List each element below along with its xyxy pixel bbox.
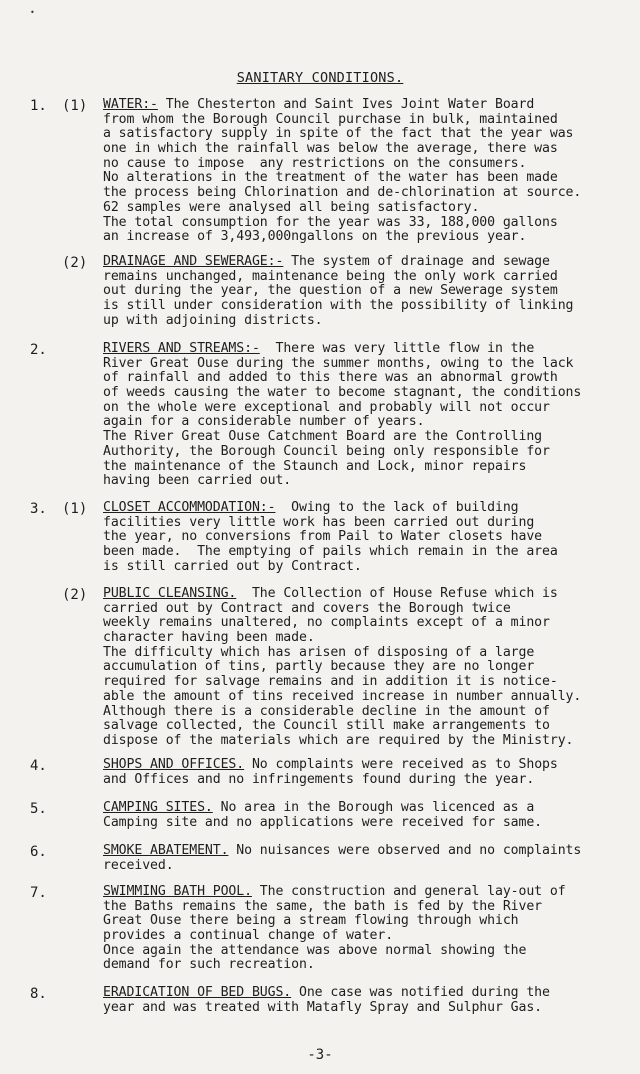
- text-line: carried out by Contract and covers the Borough twice: [103, 600, 511, 616]
- subsection-number: (2): [62, 255, 88, 271]
- text-line: Once again the attendance was above normal showing the: [103, 942, 527, 958]
- text-line: [103, 501, 628, 516]
- text-line: and Offices and no infringements found during the year.: [103, 771, 535, 787]
- text-line: demand for such recreation.: [103, 957, 315, 973]
- section-text: No nuisances were observed and no complaints: [228, 843, 582, 858]
- text-line: a satisfactory supply in spite of the fact that the year was: [103, 126, 574, 142]
- text-line: the maintenance of the Staunch and Lock, minor repairs: [103, 458, 527, 474]
- text-line: been made. The emptying of pails which remain in the area: [103, 544, 558, 560]
- section-body: [103, 844, 628, 873]
- page-title: SANITARY CONDITIONS.: [236, 70, 404, 86]
- text-line: Although there is a considerable decline in the amount of: [103, 703, 550, 719]
- section-text: No area in the Borough was licenced as a: [212, 800, 535, 815]
- section-body: [103, 98, 628, 245]
- section-heading: DRAINAGE AND SEWERAGE:-: [103, 254, 284, 269]
- subsection-number: (1): [62, 98, 88, 114]
- text-line: [103, 885, 628, 900]
- text-line: the process being Chlorination and de-chlorination at source.: [103, 185, 582, 201]
- section-number: 5.: [30, 801, 47, 817]
- text-line: no cause to impose any restrictions on the consumers.: [103, 155, 527, 171]
- subsection-number: (2): [62, 587, 88, 603]
- text-line: accumulation of tins, partly because they are no longer: [103, 659, 535, 675]
- text-line: is still under consideration with the possibility of linking: [103, 298, 574, 314]
- text-line: dispose of the materials which are required by the Ministry.: [103, 732, 574, 748]
- section-body: [103, 801, 628, 830]
- section-body: [103, 986, 628, 1015]
- text-line: [103, 986, 628, 1001]
- section-body: [103, 587, 628, 749]
- text-line: having been carried out.: [103, 473, 292, 489]
- section-number: 7.: [30, 885, 47, 901]
- section-body: [103, 758, 628, 787]
- section-body: [103, 885, 628, 973]
- section-heading: RIVERS AND STREAMS:-: [103, 341, 260, 356]
- text-line: of weeds causing the water to become stagnant, the conditions: [103, 385, 582, 401]
- text-line: Great Ouse there being a stream flowing through which: [103, 913, 519, 929]
- section-number: 3.: [30, 501, 47, 517]
- text-line: up with adjoining districts.: [103, 312, 323, 328]
- text-line: [103, 758, 628, 773]
- section-text: The Collection of House Refuse which is: [236, 586, 558, 601]
- text-line: year and was treated with Matafly Spray and Sulphur Gas.: [103, 999, 543, 1015]
- text-line: [103, 98, 628, 113]
- text-line: required for salvage remains and in addition it is notice-: [103, 674, 558, 690]
- section-text: There was very little flow in the: [259, 341, 535, 356]
- section-body: [103, 255, 628, 328]
- text-line: from whom the Borough Council purchase in bulk, maintained: [103, 111, 558, 127]
- section-heading: SWIMMING BATH POOL.: [103, 884, 252, 899]
- corner-mark: •: [30, 8, 35, 17]
- subsection-number: (1): [62, 501, 88, 517]
- text-line: the year, no conversions from Pail to Water closets have: [103, 529, 543, 545]
- section-body: [103, 501, 628, 574]
- text-line: is still carried out by Contract.: [103, 558, 362, 574]
- text-line: remains unchanged, maintenance being the only work carried: [103, 268, 558, 284]
- section-body: [103, 342, 628, 489]
- section-heading: PUBLIC CLEANSING.: [103, 586, 237, 601]
- text-line: character having been made.: [103, 630, 315, 646]
- text-line: an increase of 3,493,000ngallons on the previous year.: [103, 229, 527, 245]
- text-line: The difficulty which has arisen of disposing of a large: [103, 644, 535, 660]
- section-number: 2.: [30, 342, 47, 358]
- text-line: [103, 844, 628, 859]
- section-number: 8.: [30, 986, 47, 1002]
- section-text: Owing to the lack of building: [275, 500, 519, 515]
- section-heading: CAMPING SITES.: [103, 800, 213, 815]
- section-text: The Chesterton and Saint Ives Joint Water Board: [157, 97, 535, 112]
- text-line: [103, 342, 628, 357]
- text-line: The River Great Ouse Catchment Board are the Controlling: [103, 429, 543, 445]
- section-number: 1.: [30, 98, 47, 114]
- text-line: weekly remains unaltered, no complaints except of a minor: [103, 615, 550, 631]
- section-text: No complaints were received as to Shops: [244, 757, 558, 772]
- text-line: one in which the rainfall was below the average, there was: [103, 141, 558, 157]
- text-line: of rainfall and added to this there was an abnormal growth: [103, 370, 558, 386]
- section-number: 4.: [30, 758, 47, 774]
- text-line: out during the year, the question of a new Sewerage system: [103, 283, 558, 299]
- text-line: facilities very little work has been carried out during: [103, 514, 535, 530]
- text-line: received.: [103, 857, 174, 873]
- text-line: able the amount of tins received increase in number annually.: [103, 688, 582, 704]
- section-heading: SHOPS AND OFFICES.: [103, 757, 245, 772]
- section-text: The construction and general lay-out of: [251, 884, 566, 899]
- section-heading: WATER:-: [103, 97, 158, 112]
- text-line: salvage collected, the Council still make arrangements to: [103, 718, 550, 734]
- section-text: One case was notified during the: [291, 985, 550, 1000]
- page-number: -3-: [307, 1047, 333, 1063]
- text-line: Camping site and no applications were received for same.: [103, 814, 543, 830]
- text-line: the Baths remains the same, the bath is fed by the River: [103, 898, 543, 914]
- text-line: provides a continual change of water.: [103, 928, 394, 944]
- text-line: [103, 587, 628, 602]
- section-heading: SMOKE ABATEMENT.: [103, 843, 229, 858]
- text-line: River Great Ouse during the summer months, owing to the lack: [103, 355, 574, 371]
- text-line: 62 samples were analysed all being satisfactory.: [103, 199, 480, 215]
- text-line: on the whole were exceptional and probably will not occur: [103, 399, 550, 415]
- text-line: again for a considerable number of years.: [103, 414, 425, 430]
- text-line: [103, 801, 628, 816]
- section-heading: ERADICATION OF BED BUGS.: [103, 985, 292, 1000]
- text-line: No alterations in the treatment of the water has been made: [103, 170, 558, 186]
- text-line: Authority, the Borough Council being only responsible for: [103, 443, 550, 459]
- text-line: [103, 255, 628, 270]
- text-line: The total consumption for the year was 33, 188,000 gallons: [103, 214, 558, 230]
- section-text: The system of drainage and sewage: [283, 254, 550, 269]
- section-number: 6.: [30, 844, 47, 860]
- section-heading: CLOSET ACCOMMODATION:-: [103, 500, 276, 515]
